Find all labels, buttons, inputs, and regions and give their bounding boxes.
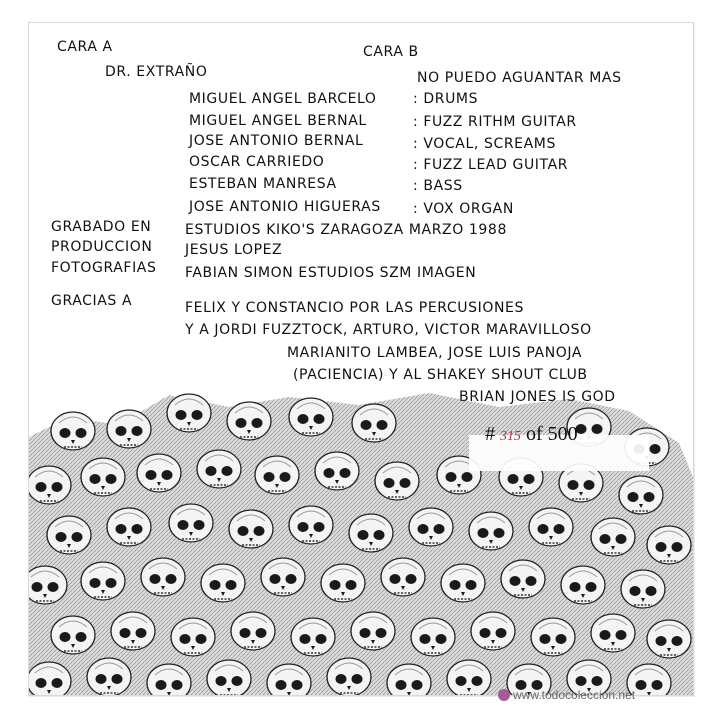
credit-label: PRODUCCION <box>51 239 153 255</box>
member-name: MIGUEL ANGEL BERNAL <box>189 113 367 129</box>
credit-label: FOTOGRAFIAS <box>51 260 157 276</box>
todocoleccion-logo-icon <box>498 689 510 701</box>
member-role: : BASS <box>413 178 463 194</box>
member-role: : FUZZ LEAD GUITAR <box>413 157 569 173</box>
credit-value: JESUS LOPEZ <box>185 242 283 258</box>
credit-label: GRABADO EN <box>51 219 152 235</box>
thanks-line: FELIX Y CONSTANCIO POR LAS PERCUSIONES <box>185 300 524 316</box>
edition-hash: # <box>485 423 495 445</box>
member-name: OSCAR CARRIEDO <box>189 154 325 170</box>
member-role: : VOCAL, SCREAMS <box>413 136 556 152</box>
edition-total: of 500 <box>526 423 578 445</box>
member-role: : VOX ORGAN <box>413 201 514 217</box>
side-a-song: DR. EXTRAÑO <box>105 64 208 80</box>
edition-number <box>485 423 578 446</box>
side-a-label: CARA A <box>57 39 113 55</box>
thanks-line: (PACIENCIA) Y AL SHAKEY SHOUT CLUB <box>293 367 588 383</box>
watermark-text: www.todocoleccion.net <box>513 688 636 702</box>
member-name: JOSE ANTONIO BERNAL <box>189 133 364 149</box>
watermark <box>498 688 635 702</box>
member-name: JOSE ANTONIO HIGUERAS <box>189 199 381 215</box>
side-b-label: CARA B <box>363 44 419 60</box>
thanks-line: BRIAN JONES IS GOD <box>459 389 616 405</box>
member-role: : FUZZ RITHM GUITAR <box>413 114 577 130</box>
thanks-line: Y A JORDI FUZZTOCK, ARTURO, VICTOR MARAVILLOSO <box>185 322 592 338</box>
member-role: : DRUMS <box>413 91 479 107</box>
skull-pile-photo <box>29 377 693 695</box>
thanks-line: MARIANITO LAMBEA, JOSE LUIS PANOJA <box>287 345 583 361</box>
credit-value: FABIAN SIMON ESTUDIOS SZM IMAGEN <box>185 265 477 281</box>
side-b-song: NO PUEDO AGUANTAR MAS <box>417 70 622 86</box>
record-sleeve-back <box>28 22 694 696</box>
thanks-label: GRACIAS A <box>51 293 133 309</box>
member-name: ESTEBAN MANRESA <box>189 176 337 192</box>
credit-value: ESTUDIOS KIKO'S ZARAGOZA MARZO 1988 <box>185 222 507 238</box>
member-name: MIGUEL ANGEL BARCELO <box>189 91 377 107</box>
edition-handwritten-number: 315 <box>500 429 521 444</box>
